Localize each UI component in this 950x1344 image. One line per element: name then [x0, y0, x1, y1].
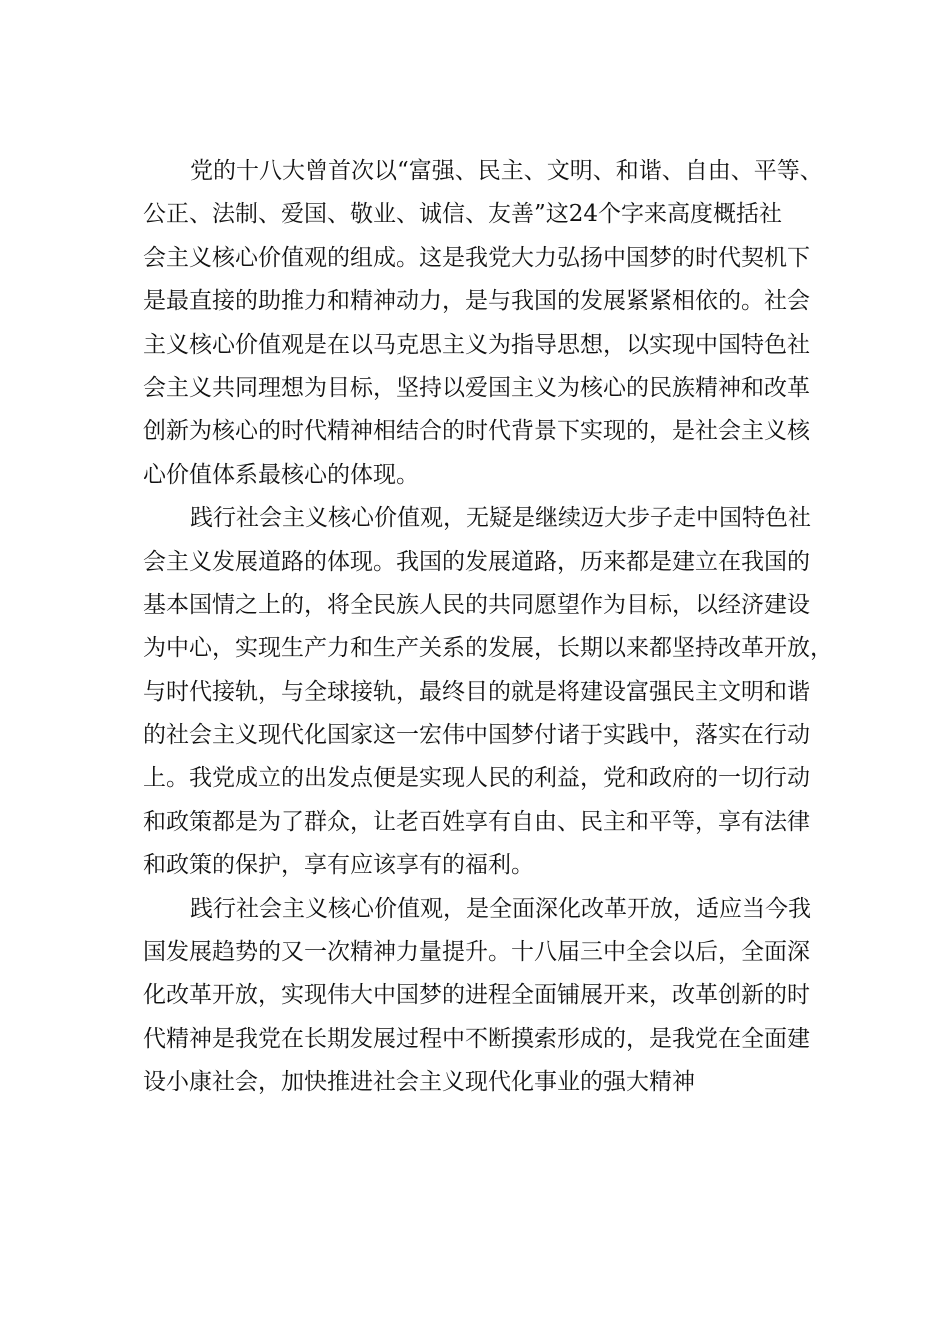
text-line: 会主义共同理想为目标，坚持以爱国主义为核心的民族精神和改革 — [143, 374, 810, 401]
text-line: 和政策都是为了群众，让老百姓享有自由、民主和平等，享有法律 — [143, 808, 810, 835]
text-line: 设小康社会，加快推进社会主义现代化事业的强大精神 — [143, 1069, 695, 1096]
text-line: 代精神是我党在长期发展过程中不断摸索形成的，是我党在全面建 — [143, 1025, 810, 1052]
text-line: 是最直接的助推力和精神动力，是与我国的发展紧紧相依的。社会 — [143, 288, 810, 315]
text-line: 心价值体系最核心的体现。 — [143, 461, 419, 488]
text-line: 践行社会主义核心价值观，是全面深化改革开放，适应当今我 — [190, 895, 811, 922]
text-line: 上。我党成立的出发点便是实现人民的利益，党和政府的一切行动 — [143, 765, 810, 792]
text-line: 与时代接轨，与全球接轨，最终目的就是将建设富强民主文明和谐 — [143, 678, 810, 705]
body-text — [143, 150, 843, 1105]
text-line: 主义核心价值观是在以马克思主义为指导思想，以实现中国特色社 — [143, 331, 810, 358]
text-line: 和政策的保护，享有应该享有的福利。 — [143, 852, 534, 879]
text-line: 国发展趋势的又一次精神力量提升。十八届三中全会以后，全面深 — [143, 939, 810, 966]
text-line: 会主义发展道路的体现。我国的发展道路，历来都是建立在我国的 — [143, 548, 810, 575]
text-line: 公正、法制、爱国、敬业、诚信、友善”这24个字来高度概括社 — [143, 201, 783, 228]
text-line: 党的十八大曾首次以“富强、民主、文明、和谐、自由、平等、 — [190, 158, 823, 184]
text-line: 化改革开放，实现伟大中国梦的进程全面铺展开来，改革创新的时 — [143, 982, 810, 1009]
text-line: 基本国情之上的，将全民族人民的共同愿望作为目标，以经济建设 — [143, 591, 810, 618]
text-line: 践行社会主义核心价值观，无疑是继续迈大步子走中国特色社 — [190, 505, 811, 532]
text-line: 的社会主义现代化国家这一宏伟中国梦付诸于实践中，落实在行动 — [143, 722, 810, 749]
text-line: 为中心，实现生产力和生产关系的发展，长期以来都坚持改革开放， — [143, 635, 833, 662]
text-line: 创新为核心的时代精神相结合的时代背景下实现的，是社会主义核 — [143, 418, 810, 445]
text-line: 会主义核心价值观的组成。这是我党大力弘扬中国梦的时代契机下 — [143, 244, 810, 271]
